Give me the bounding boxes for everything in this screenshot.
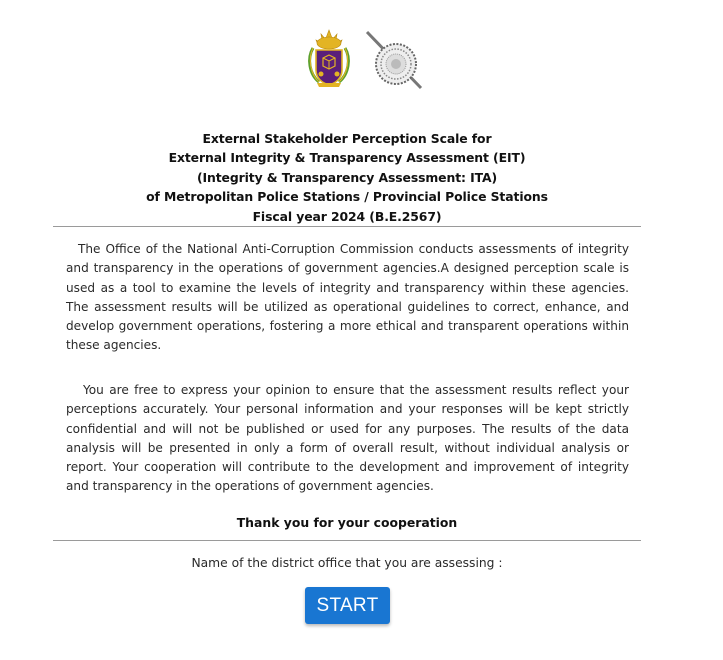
title-line-4: of Metropolitan Police Stations / Provincial Police Stations bbox=[146, 189, 548, 205]
thank-you-text: Thank you for your cooperation bbox=[236, 515, 458, 530]
police-seal-icon bbox=[365, 28, 425, 90]
intro-paragraph: The Office of the National Anti-Corruption Commission conducts assessments of integrity and transparency in the operations of government agencies.A designed perception scale is used as a tool to examine the levels of integrity and transparency within these agencies. The assessment results will be utilized as operational guidelines to correct, enhance, and develop government operations, fostering a more ethical and transparent operations within these agencies. bbox=[66, 242, 629, 353]
header-logos bbox=[0, 28, 723, 90]
divider-bottom bbox=[53, 540, 641, 541]
title-line-3: (Integrity & Transparency Assessment: ITA) bbox=[196, 169, 498, 185]
start-button[interactable]: START bbox=[305, 587, 390, 624]
title-line-2: External Integrity & Transparency Assessment (EIT) bbox=[168, 150, 526, 166]
nacc-emblem-icon bbox=[299, 28, 359, 90]
title-line-5: Fiscal year 2024 (B.E.2567) bbox=[252, 208, 442, 224]
district-office-label: Name of the district office that you are assessing : bbox=[191, 556, 503, 570]
title-line-1: External Stakeholder Perception Scale for bbox=[202, 131, 492, 146]
page-title bbox=[53, 129, 641, 226]
divider-top bbox=[53, 226, 641, 227]
privacy-paragraph: You are free to express your opinion to ensure that the assessment results reflect your perceptions accurately. Your personal information and your responses will be kept strictly confidential and will not be published or used for any purposes. The results of the data analysis will be presented in only a form of overall result, without individual analysis or report. Your cooperation will contribute to the development and improvement of integrity and transparency in the operations of government agencies. bbox=[66, 383, 629, 494]
